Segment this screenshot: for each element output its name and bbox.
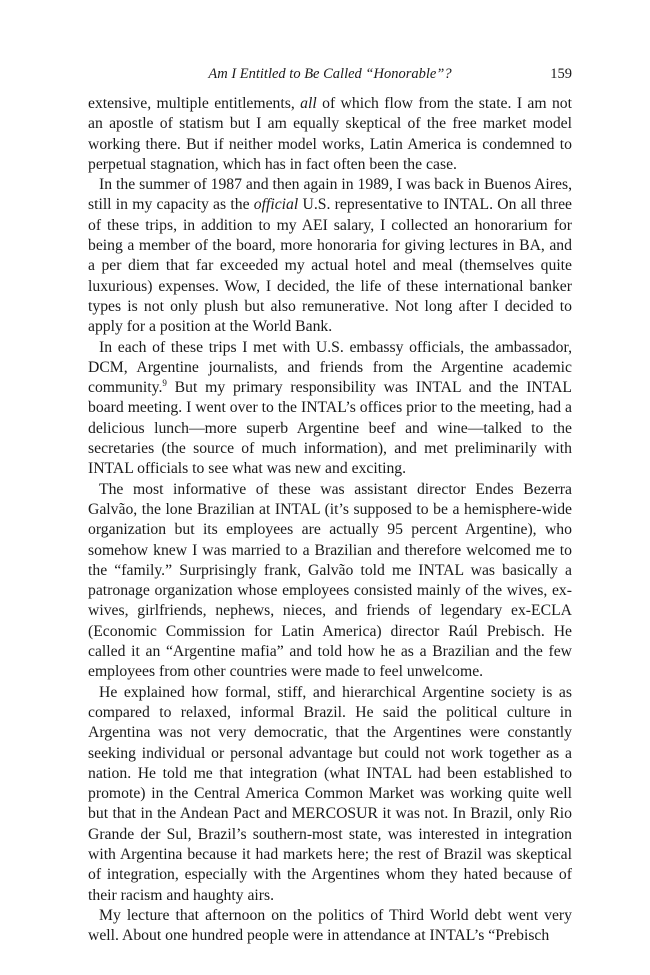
paragraph-1 xyxy=(88,94,572,175)
paragraph-2 xyxy=(88,175,572,337)
paragraph-3-text-a: In each of these trips I met with U.S. embassy officials, the ambassador, DCM, Argentine journalists, and friends from the Argentine academic community. xyxy=(88,338,572,397)
body-text xyxy=(88,94,572,946)
paragraph-6: My lecture that afternoon on the politics of Third World debt went very well. About one hundred people were in attendance at INTAL’s “Prebisch xyxy=(88,906,572,945)
paragraph-5: He explained how formal, stiff, and hierarchical Argentine society is as compared to relaxed, informal Brazil. He said the political culture in Argentina was not very democratic, that the Argentines were constantly seeking individual or personal advantage but could not work together as a nation. He told me that integration (what INTAL had been established to promote) in the Central America Common Market was working quite well but that in the Andean Pact and MERCOSUR it was not. In Brazil, only Rio Grande der Sul, Brazil’s southern-most state, was interested in integration with Argentina because it had markets here; the rest of Brazil was skeptical of integration, especially with the Argentines whom they hated because of their racism and haughty airs. xyxy=(88,683,572,904)
paragraph-2-emphasis: official xyxy=(253,196,299,214)
paragraph-4: The most informative of these was assistant director Endes Bezerra Galvão, the lone Brazilian at INTAL (it’s supposed to be a hemisphere-wide organization but its employees are actually 95 percent Argentine), who somehow knew I was married to a Brazilian and therefore welcomed me to the “family.” Surprisingly frank, Galvão told me INTAL was basically a patronage organization whose employees consisted mainly of the wives, ex-wives, girlfriends, nephews, nieces, and friends of legendary ex-ECLA (Economic Commission for Latin America) director Raúl Prebisch. He called it an “Argentine mafia” and told how he as a Brazilian and the few employees from other countries were made to feel unwelcome. xyxy=(88,480,572,681)
page-number: 159 xyxy=(550,66,572,82)
paragraph-1-emphasis: all xyxy=(300,95,317,112)
paragraph-3 xyxy=(88,338,572,480)
paragraph-3-text-b: But my primary responsibility was INTAL and the INTAL board meeting. I went over to the INTAL’s offices prior to the meeting, had a delicious lunch—more superb Argentine beef and wine—talked to the secretaries (the source of much information), and met preliminarily with INTAL officials to see what was new and exciting. xyxy=(88,379,572,478)
paragraph-2-text-b: U.S. representative to INTAL. On all three of these trips, in addition to my AEI salary, I collected an honorarium for being a member of the board, more honoraria for giving lectures in BA, and a per diem that far exceeded my actual hotel and meal (themselves quite luxurious) expenses. Wow, I decided, the life of these international banker types is not only plush but also remunerative. Not long after I decided to apply for a position at the World Bank. xyxy=(88,196,572,336)
paragraph-1-text-b: of which flow from the state. I am not an apostle of statism but I am equally skeptical of the free market model working there. But if neither model works, Latin America is condemned to perpetual stagnation, which has in fact often been the case. xyxy=(88,95,572,173)
paragraph-1-text-a: extensive, multiple entitlements, xyxy=(88,95,301,112)
running-title: Am I Entitled to Be Called “Honorable”? xyxy=(208,66,452,82)
running-head xyxy=(88,66,572,86)
paragraph-2-text-a: In the summer of 1987 and then again in 1989, I was back in Buenos Aires, still in my capacity as the xyxy=(88,176,572,214)
footnote-marker[interactable]: 9 xyxy=(162,377,167,388)
